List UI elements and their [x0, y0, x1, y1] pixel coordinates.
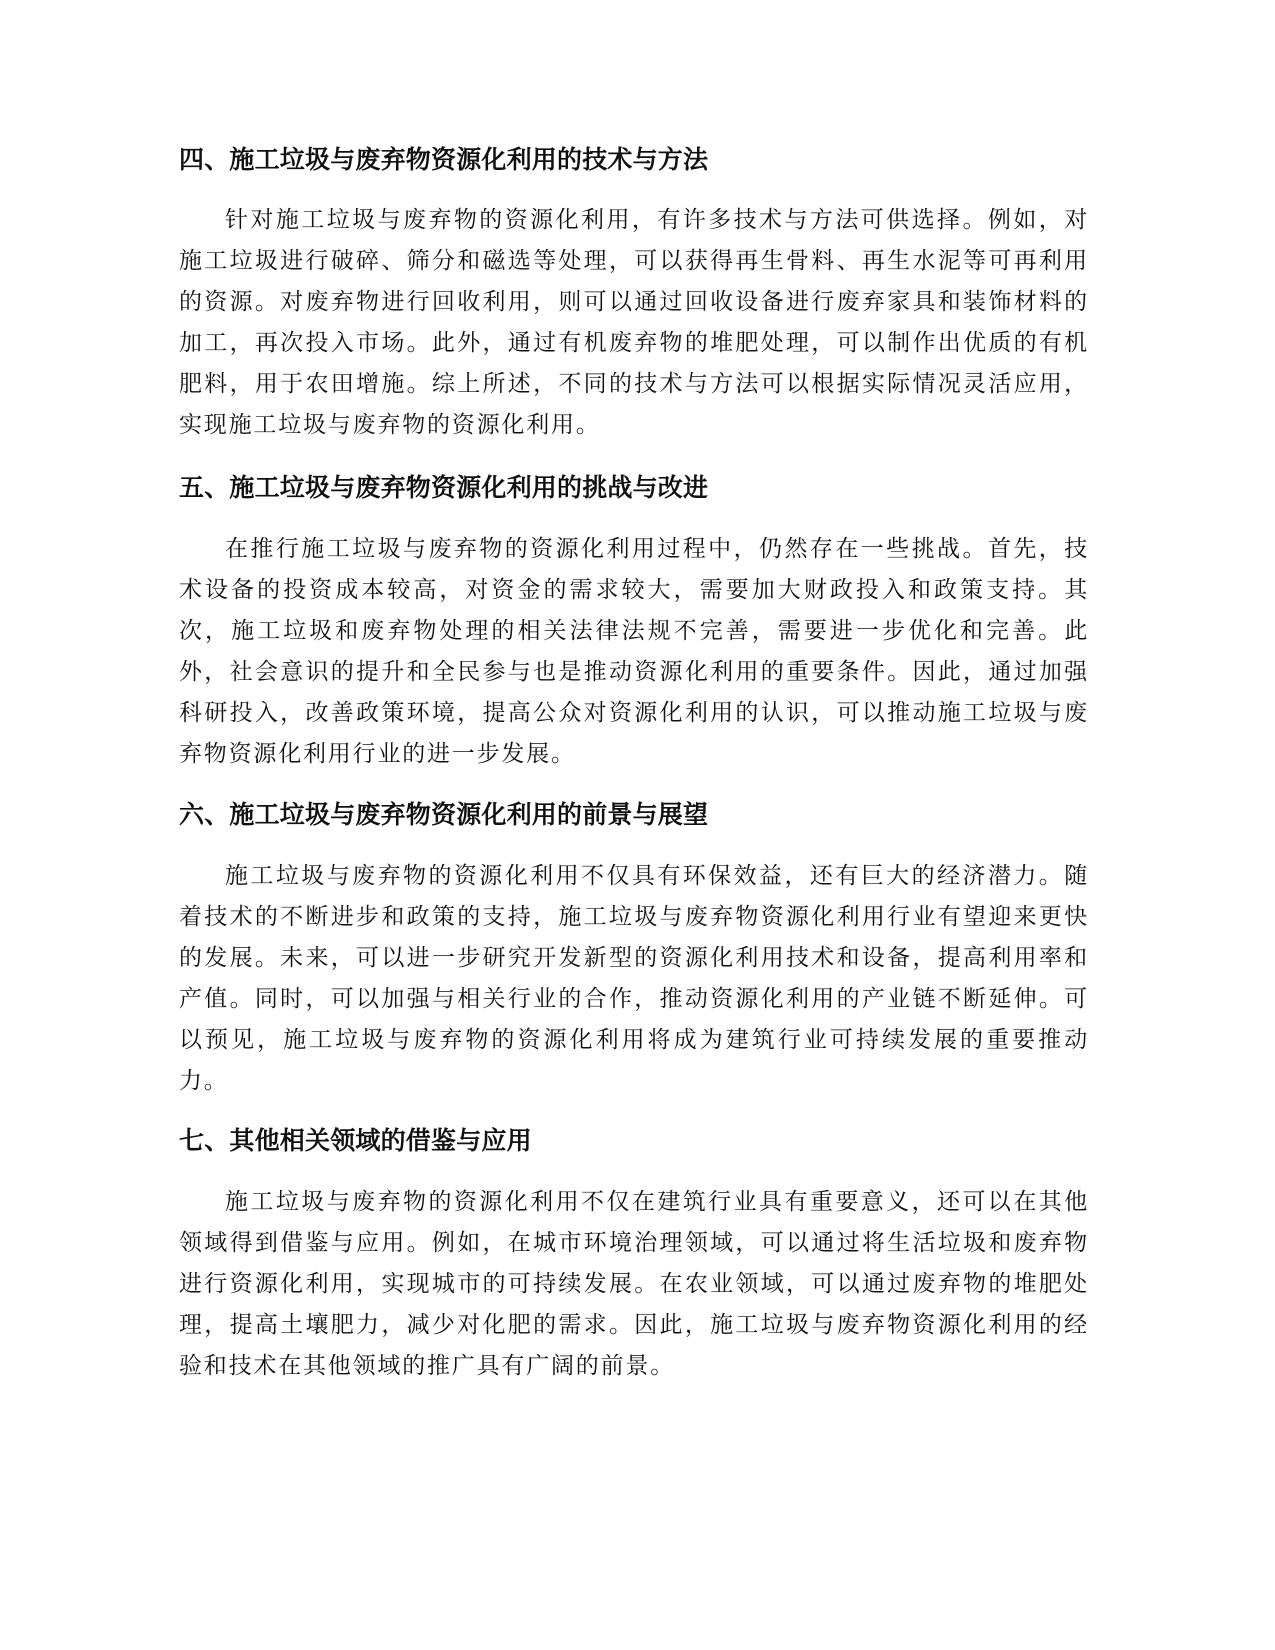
section-paragraph-6: 施工垃圾与废弃物的资源化利用不仅具有环保效益，还有巨大的经济潜力。随着技术的不断进步和政策的支持，施工垃圾与废弃物资源化利用行业有望迎来更快的发展。未来，可以进一步研究开发新型的资源化利用技术和设备，提高利用率和产值。同时，可以加强与相关行业的合作，推动资源化利用的产业链不断延伸。可以预见，施工垃圾与废弃物的资源化利用将成为建筑行业可持续发展的重要推动力。 [179, 863, 1089, 1094]
section-heading-6: 六、施工垃圾与废弃物资源化利用的前景与展望 [179, 800, 709, 829]
section-heading-7: 七、其他相关领域的借鉴与应用 [179, 1126, 532, 1155]
section-paragraph-7: 施工垃圾与废弃物的资源化利用不仅在建筑行业具有重要意义，还可以在其他领域得到借鉴与应用。例如，在城市环境治理领域，可以通过将生活垃圾和废弃物进行资源化利用，实现城市的可持续发展。在农业领域，可以通过废弃物的堆肥处理，提高土壤肥力，减少对化肥的需求。因此，施工垃圾与废弃物资源化利用的经验和技术在其他领域的推广具有广阔的前景。 [179, 1189, 1089, 1379]
section-heading-4: 四、施工垃圾与废弃物资源化利用的技术与方法 [179, 145, 709, 174]
section-paragraph-4: 针对施工垃圾与废弃物的资源化利用，有许多技术与方法可供选择。例如，对施工垃圾进行破碎、筛分和磁选等处理，可以获得再生骨料、再生水泥等可再利用的资源。对废弃物进行回收利用，则可以通过回收设备进行废弃家具和装饰材料的加工，再次投入市场。此外，通过有机废弃物的堆肥处理，可以制作出优质的有机肥料，用于农田增施。综上所述，不同的技术与方法可以根据实际情况灵活应用，实现施工垃圾与废弃物的资源化利用。 [179, 207, 1089, 438]
section-heading-5: 五、施工垃圾与废弃物资源化利用的挑战与改进 [179, 473, 709, 502]
section-paragraph-5: 在推行施工垃圾与废弃物的资源化利用过程中，仍然存在一些挑战。首先，技术设备的投资成本较高，对资金的需求较大，需要加大财政投入和政策支持。其次，施工垃圾和废弃物处理的相关法律法规不完善，需要进一步优化和完善。此外，社会意识的提升和全民参与也是推动资源化利用的重要条件。因此，通过加强科研投入，改善政策环境，提高公众对资源化利用的认识，可以推动施工垃圾与废弃物资源化利用行业的进一步发展。 [179, 536, 1089, 767]
